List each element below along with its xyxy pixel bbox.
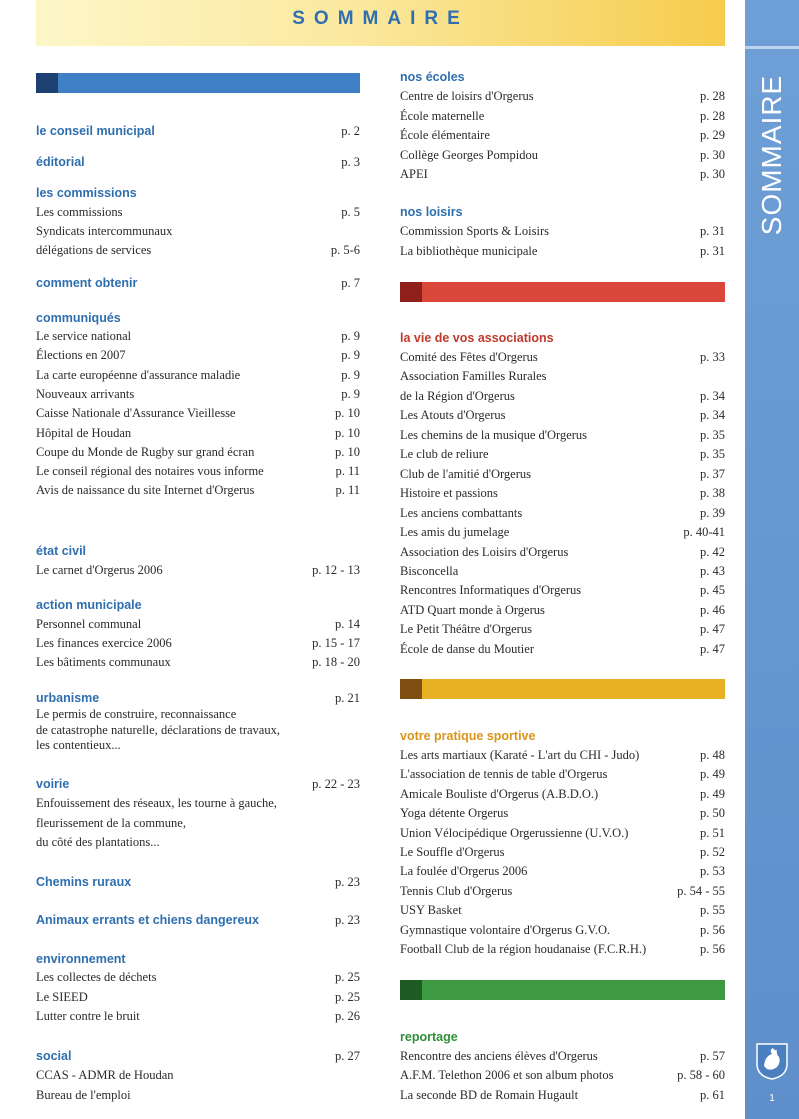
toc-item[interactable] <box>400 845 725 863</box>
toc-item-text: Commission Sports & Loisirs <box>400 224 549 238</box>
page-title: SOMMAIRE <box>292 8 469 29</box>
page-ref: p. 51 <box>700 825 725 840</box>
page-ref: p. 49 <box>700 786 725 801</box>
section-title: urbanisme <box>36 691 100 705</box>
toc-item-text: APEI <box>400 167 428 181</box>
page-ref: p. 25 <box>335 989 360 1004</box>
sidebar <box>745 0 799 1119</box>
page-ref: p. 30 <box>700 147 725 162</box>
toc-item[interactable] <box>400 128 725 146</box>
toc-item[interactable] <box>400 642 725 660</box>
toc-item[interactable] <box>36 205 360 223</box>
toc-item-text: Association Familles Rurales <box>400 369 547 384</box>
page-ref: p. 22 - 23 <box>312 777 360 791</box>
toc-entry-conseil[interactable] <box>36 124 360 142</box>
page-ref: p. 30 <box>700 167 725 181</box>
toc-item-text: Union Vélocipédique Orgerussienne (U.V.O.) <box>400 825 629 840</box>
toc-item[interactable] <box>400 1088 725 1106</box>
toc-item-text: Club de l'amitié d'Orgerus <box>400 466 531 481</box>
section-bar-green <box>400 980 725 1000</box>
page-ref: p. 38 <box>700 486 725 501</box>
toc-item[interactable] <box>400 1068 725 1086</box>
section-title: voirie <box>36 777 70 791</box>
toc-item-text: Bisconcella <box>400 563 459 578</box>
page-ref: p. 10 <box>335 444 360 459</box>
page-ref: p. 52 <box>700 845 725 859</box>
section-title: communiqués <box>36 311 121 325</box>
page-ref: p. 61 <box>700 1087 725 1102</box>
page-ref: p. 45 <box>700 583 725 598</box>
page-ref: p. 47 <box>700 622 725 637</box>
toc-item-text: CCAS - ADMR de Houdan <box>36 1068 174 1082</box>
page-ref: p. 49 <box>700 767 725 782</box>
toc-item-text: Comité des Fêtes d'Orgerus <box>400 350 538 364</box>
toc-item[interactable] <box>36 1088 360 1106</box>
toc-item-text: Amicale Bouliste d'Orgerus (A.B.D.O.) <box>400 786 599 801</box>
toc-item-text: USY Basket <box>400 903 462 918</box>
page-ref: p. 43 <box>700 563 725 578</box>
section-title: les commissions <box>36 186 137 200</box>
page-ref: p. 55 <box>700 903 725 918</box>
toc-item[interactable] <box>36 243 360 261</box>
toc-item-text: École élémentaire <box>400 128 490 142</box>
section-title: votre pratique sportive <box>400 729 536 743</box>
toc-item[interactable] <box>400 583 725 601</box>
toc-item[interactable] <box>400 428 725 446</box>
toc-item-text: La bibliothèque municipale <box>400 243 538 258</box>
toc-item[interactable] <box>36 368 360 386</box>
toc-item-text: délégations de services <box>36 243 152 257</box>
toc-item[interactable] <box>36 1068 360 1086</box>
page-ref: p. 34 <box>700 388 725 403</box>
section-title: comment obtenir <box>36 276 138 290</box>
page-ref: p. 57 <box>700 1049 725 1063</box>
description-line: du côté des plantations... <box>36 835 160 849</box>
toc-item-text: Les Atouts d'Orgerus <box>400 408 506 423</box>
toc-item-text: Les collectes de déchets <box>36 970 157 984</box>
page-ref: p. 18 - 20 <box>312 655 360 669</box>
section-bar-gold <box>400 679 725 699</box>
toc-item[interactable] <box>36 348 360 366</box>
page-ref: p. 53 <box>700 864 725 879</box>
page-ref: p. 7 <box>341 276 360 290</box>
toc-item[interactable] <box>400 767 725 785</box>
page-ref: p. 37 <box>700 466 725 481</box>
toc-item-text: Le Souffle d'Orgerus <box>400 845 505 859</box>
toc-item-text: A.F.M. Telethon 2006 et son album photos <box>400 1068 614 1083</box>
toc-item-text: Les amis du jumelage <box>400 525 510 540</box>
toc-item[interactable] <box>400 89 725 107</box>
toc-item-text: La seconde BD de Romain Hugault <box>400 1087 579 1102</box>
page-ref: p. 9 <box>341 367 360 382</box>
toc-item-text: Les anciens combattants <box>400 505 523 520</box>
toc-item[interactable] <box>400 447 725 465</box>
toc-item-text: Rencontres Informatiques d'Orgerus <box>400 583 582 598</box>
page-ref: p. 25 <box>335 970 360 984</box>
page-ref: p. 50 <box>700 806 725 821</box>
section-title: reportage <box>400 1030 458 1044</box>
page-ref: p. 10 <box>335 425 360 440</box>
toc-item[interactable] <box>36 406 360 424</box>
toc-item[interactable] <box>36 970 360 988</box>
toc-item[interactable] <box>36 617 360 635</box>
toc-item[interactable] <box>36 387 360 405</box>
toc-entry-editorial[interactable] <box>36 155 360 173</box>
toc-item-text: Tennis Club d'Orgerus <box>400 883 513 898</box>
toc-item[interactable] <box>36 329 360 347</box>
toc-item-text: Le SIEED <box>36 989 88 1004</box>
toc-item-text: Personnel communal <box>36 617 142 631</box>
page-ref: p. 2 <box>341 124 360 138</box>
description-line: de catastrophe naturelle, déclarations de travaux, <box>36 722 280 737</box>
toc-item-text: Hôpital de Houdan <box>36 425 132 440</box>
page-ref: p. 58 - 60 <box>677 1068 725 1083</box>
toc-item-text: Élections en 2007 <box>36 348 126 363</box>
toc-item[interactable] <box>36 990 360 1008</box>
page-ref: p. 26 <box>335 1009 360 1023</box>
page-ref: p. 21 <box>335 691 360 705</box>
page-number: 1 <box>769 1093 775 1104</box>
page-ref: p. 15 - 17 <box>312 636 360 650</box>
toc-item[interactable] <box>400 389 725 407</box>
description-line: Le permis de construire, reconnaissance <box>36 707 237 721</box>
page-ref: p. 35 <box>700 447 725 462</box>
toc-item-text: Histoire et passions <box>400 486 498 501</box>
section-title: la vie de vos associations <box>400 331 554 345</box>
page-ref: p. 56 <box>700 942 725 956</box>
page-ref: p. 28 <box>700 89 725 103</box>
toc-item[interactable] <box>400 244 725 262</box>
page-ref: p. 9 <box>341 329 360 343</box>
toc-item-text: Association des Loisirs d'Orgerus <box>400 544 569 559</box>
section-bar-blue <box>36 73 360 93</box>
page-ref: p. 29 <box>700 128 725 142</box>
toc-entry-animaux[interactable] <box>36 913 360 931</box>
toc-item-text: Centre de loisirs d'Orgerus <box>400 89 534 103</box>
page-ref: p. 3 <box>341 155 360 169</box>
rooster-logo-icon <box>755 1040 789 1080</box>
toc-item[interactable] <box>400 864 725 882</box>
toc-entry-social[interactable] <box>36 1049 360 1067</box>
description-line: fleurissement de la commune, <box>36 815 186 830</box>
toc-item-text: Lutter contre le bruit <box>36 1009 140 1023</box>
section-title: social <box>36 1049 72 1063</box>
toc-item-text: Le conseil régional des notaires vous informe <box>36 464 264 479</box>
toc-item-text: Rencontre des anciens élèves d'Orgerus <box>400 1049 598 1063</box>
toc-item-text: Les bâtiments communaux <box>36 655 171 669</box>
toc-item-text: Le club de reliure <box>400 447 489 462</box>
toc-item-text: Coupe du Monde de Rugby sur grand écran <box>36 444 255 459</box>
page-ref: p. 31 <box>700 243 725 258</box>
toc-item[interactable] <box>400 350 725 368</box>
toc-item[interactable] <box>400 545 725 563</box>
toc-item[interactable] <box>400 486 725 504</box>
toc-item[interactable] <box>400 564 725 582</box>
page-ref: p. 9 <box>341 348 360 363</box>
toc-item-text: Bureau de l'emploi <box>36 1087 131 1102</box>
toc-item[interactable] <box>36 445 360 463</box>
toc-item-text: Yoga détente Orgerus <box>400 806 509 821</box>
page-ref: p. 56 <box>700 922 725 937</box>
page-ref: p. 34 <box>700 408 725 423</box>
page-ref: p. 31 <box>700 224 725 238</box>
toc-item-text: Le carnet d'Orgerus 2006 <box>36 563 163 577</box>
page-ref: p. 39 <box>700 505 725 520</box>
toc-item-text: La foulée d'Orgerus 2006 <box>400 864 528 879</box>
page-ref: p. 5-6 <box>330 243 360 257</box>
page-ref: p. 23 <box>335 913 360 927</box>
page-ref: p. 5 <box>341 205 360 219</box>
toc-item-text: Syndicats intercommunaux <box>36 224 173 238</box>
toc-item[interactable] <box>400 167 725 185</box>
page-ref: p. 11 <box>335 483 360 498</box>
toc-item[interactable] <box>400 224 725 242</box>
toc-item-text: Les chemins de la musique d'Orgerus <box>400 427 588 442</box>
toc-item[interactable] <box>400 369 725 387</box>
toc-item-text: Avis de naissance du site Internet d'Orgerus <box>36 483 255 498</box>
toc-item[interactable] <box>36 655 360 673</box>
toc-item-text: Les finances exercice 2006 <box>36 636 172 650</box>
toc-item-text: La carte européenne d'assurance maladie <box>36 367 241 382</box>
section-title: environnement <box>36 952 126 966</box>
toc-entry-chemins[interactable] <box>36 875 360 893</box>
toc-item-text: ATD Quart monde à Orgerus <box>400 602 545 617</box>
page-ref: p. 11 <box>335 464 360 479</box>
toc-item[interactable] <box>36 636 360 654</box>
toc-item[interactable] <box>400 622 725 640</box>
toc-item[interactable] <box>400 1049 725 1067</box>
sidebar-stripe <box>745 46 799 49</box>
toc-entry-comment[interactable] <box>36 276 360 294</box>
page-ref: p. 33 <box>700 350 725 364</box>
toc-item[interactable] <box>400 923 725 941</box>
toc-item[interactable] <box>400 806 725 824</box>
toc-item[interactable] <box>36 224 360 242</box>
toc-entry-voirie[interactable] <box>36 777 360 795</box>
toc-item[interactable] <box>400 603 725 621</box>
toc-item[interactable] <box>400 748 725 766</box>
toc-item[interactable] <box>400 787 725 805</box>
page-ref: p. 14 <box>335 617 360 631</box>
toc-item-text: Football Club de la région houdanaise (F.C.R.H.) <box>400 942 647 956</box>
toc-item[interactable] <box>400 109 725 127</box>
toc-item-text: École de danse du Moutier <box>400 641 534 656</box>
toc-item-text: Nouveaux arrivants <box>36 386 135 401</box>
page-ref: p. 23 <box>335 875 360 889</box>
section-title: action municipale <box>36 598 142 612</box>
toc-item-text: L'association de tennis de table d'Orgerus <box>400 767 608 782</box>
section-title: Animaux errants et chiens dangereux <box>36 913 259 927</box>
toc-item[interactable] <box>36 483 360 501</box>
page-ref: p. 10 <box>335 406 360 421</box>
toc-item-text: Caisse Nationale d'Assurance Vieillesse <box>36 406 236 421</box>
section-title: Chemins ruraux <box>36 875 132 889</box>
toc-item[interactable] <box>36 1009 360 1027</box>
toc-item[interactable] <box>400 903 725 921</box>
toc-item-text: École maternelle <box>400 108 485 123</box>
page-ref: p. 35 <box>700 427 725 442</box>
toc-item-text: Les arts martiaux (Karaté - L'art du CHI - Judo) <box>400 748 640 762</box>
toc-item[interactable] <box>400 148 725 166</box>
toc-item[interactable] <box>400 525 725 543</box>
page-ref: p. 42 <box>700 544 725 559</box>
section-title: état civil <box>36 544 87 558</box>
sidebar-label: SOMMAIRE <box>756 74 787 236</box>
toc-item[interactable] <box>400 467 725 485</box>
page-ref: p. 54 - 55 <box>677 883 725 898</box>
description-line: les contentieux... <box>36 738 121 752</box>
toc-item-text: Gymnastique volontaire d'Orgerus G.V.O. <box>400 922 611 937</box>
page-ref: p. 46 <box>700 602 725 617</box>
toc-item[interactable] <box>36 563 360 581</box>
section-title: éditorial <box>36 155 85 169</box>
page-ref: p. 12 - 13 <box>312 563 360 577</box>
toc-item-text: Le Petit Théâtre d'Orgerus <box>400 622 532 637</box>
page-ref: p. 9 <box>341 386 360 401</box>
toc-item[interactable] <box>400 942 725 960</box>
toc-item[interactable] <box>400 826 725 844</box>
page-ref: p. 48 <box>700 748 725 762</box>
toc-item[interactable] <box>400 408 725 426</box>
section-title: le conseil municipal <box>36 124 155 138</box>
toc-item-text: de la Région d'Orgerus <box>400 388 515 403</box>
toc-item[interactable] <box>36 464 360 482</box>
description-line: Enfouissement des réseaux, les tourne à gauche, <box>36 796 277 810</box>
section-title: nos écoles <box>400 70 465 84</box>
page-ref: p. 27 <box>335 1049 360 1063</box>
toc-item[interactable] <box>400 506 725 524</box>
toc-item-text: Collège Georges Pompidou <box>400 147 538 162</box>
toc-item[interactable] <box>400 884 725 902</box>
header-banner <box>36 0 725 46</box>
toc-item[interactable] <box>36 426 360 444</box>
section-title: nos loisirs <box>400 205 463 219</box>
section-bar-red <box>400 282 725 302</box>
toc-item-text: Le service national <box>36 329 132 343</box>
page-ref: p. 28 <box>700 108 725 123</box>
page-ref: p. 47 <box>700 641 725 656</box>
toc-item-text: Les commissions <box>36 205 123 219</box>
page-ref: p. 40-41 <box>683 525 725 540</box>
